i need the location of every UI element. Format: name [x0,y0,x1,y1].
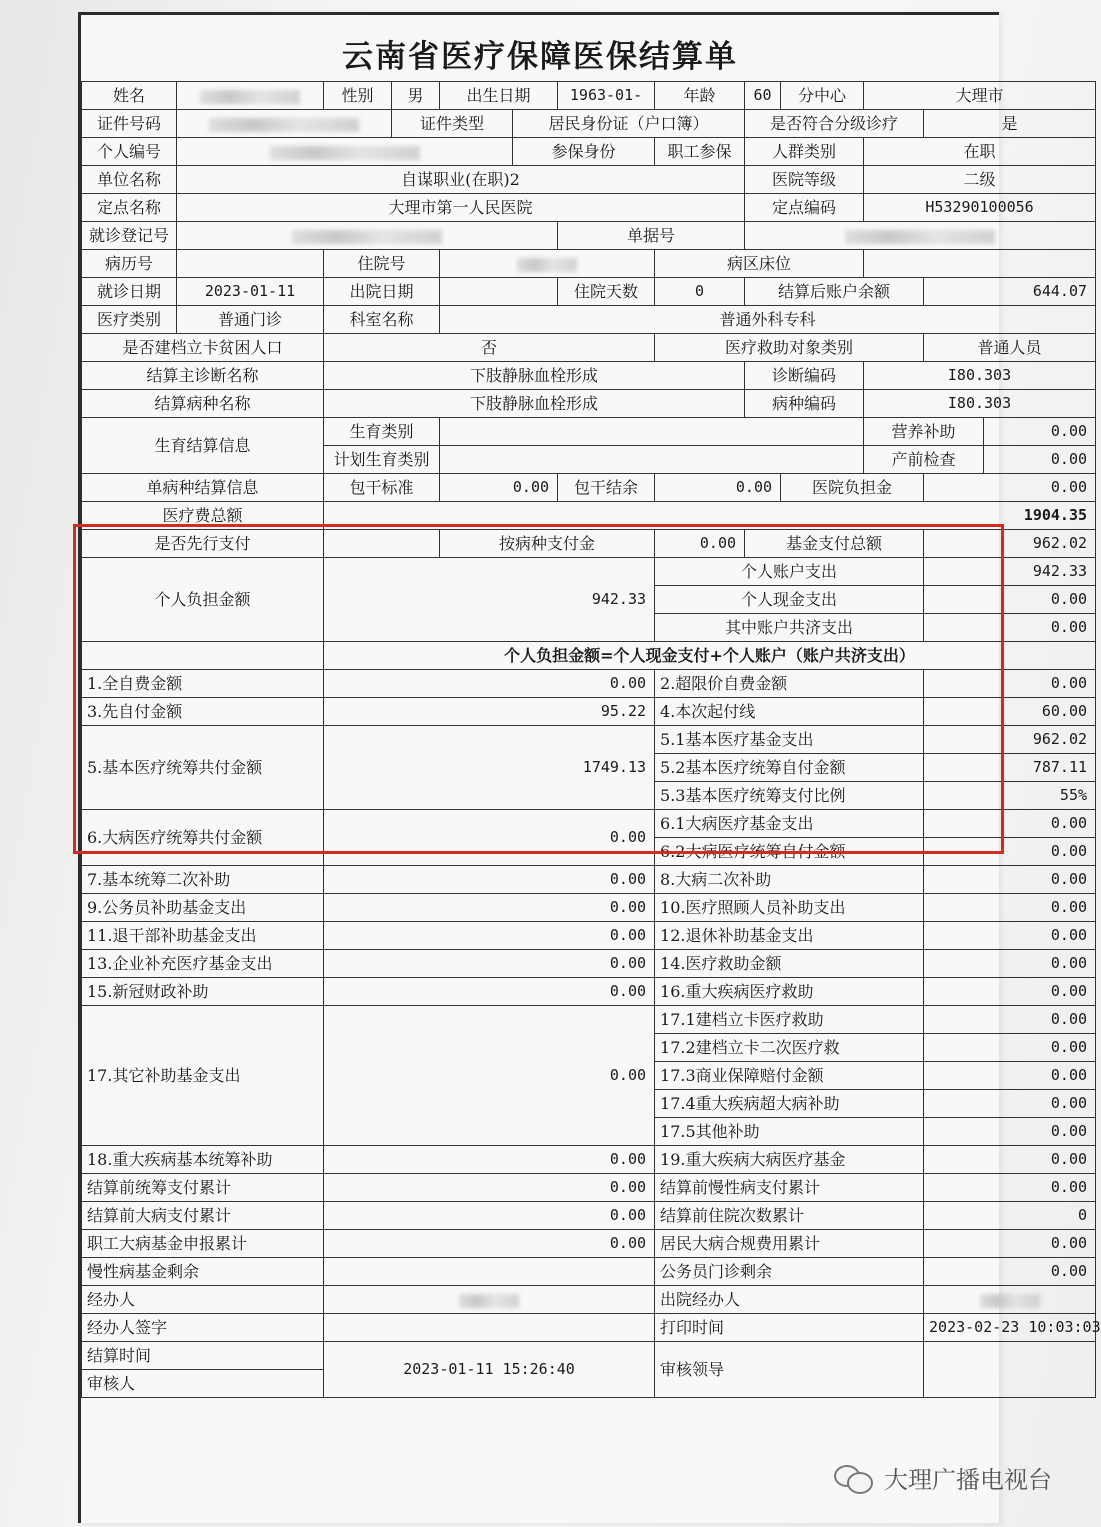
disease-value: 下肢静脉血栓形成 [324,390,745,418]
detail-row [82,866,1096,894]
birth-type-label: 生育类别 [324,418,440,446]
hospital-level-label: 医院等级 [745,166,864,194]
item-label: 结算前慢性病支付累计 [655,1174,924,1202]
detail-row [82,698,1096,726]
by-disease-value: 0.00 [655,530,745,558]
item-value: 0.00 [924,978,1096,1006]
basic-pool-label: 5.基本医疗统筹共付金额 [82,726,324,810]
insured-status-value: 职工参保 [655,138,745,166]
ward-bed-label: 病区床位 [655,250,864,278]
detail-row [82,1146,1096,1174]
detail-row [82,1230,1096,1258]
basic-pool-row [82,726,1096,754]
handler-sign-label: 经办人签字 [82,1314,324,1342]
disease-code-label: 病种编码 [745,390,864,418]
item-value: 0 [924,1202,1096,1230]
sub-item-value: 55% [924,782,1096,810]
item-value: 0.00 [324,1202,655,1230]
item-value: 0.00 [324,1174,655,1202]
detail-row [82,894,1096,922]
document-title: 云南省医疗保障医保结算单 [342,39,738,75]
id-type-value: 居民身份证（户口簿） [513,110,745,138]
discharge-handler-redacted [924,1286,1096,1314]
item-value: 0.00 [324,866,655,894]
plan-birth-label: 计划生育类别 [324,446,440,474]
serious-pool-value: 0.00 [324,810,655,866]
bill-no-redacted [745,222,1096,250]
aid-type-label: 医疗救助对象类别 [655,334,924,362]
discharge-handler-label: 出院经办人 [655,1286,924,1314]
name-label: 姓名 [82,82,177,110]
item-label: 2.超限价自费金额 [655,670,924,698]
detail-row [82,1174,1096,1202]
subcenter-value: 大理市 [864,82,1096,110]
sub-item-label: 17.2建档立卡二次医疗救 [655,1034,924,1062]
item-label: 9.公务员补助基金支出 [82,894,324,922]
aid-type-value: 普通人员 [924,334,1096,362]
prenatal-value: 0.00 [984,446,1096,474]
item-value: 0.00 [324,1146,655,1174]
birth-type-value [440,418,864,446]
item-label: 12.退休补助基金支出 [655,922,924,950]
id-no-label: 证件号码 [82,110,177,138]
hosp-burden-label: 医院负担金 [781,474,924,502]
visit-reg-redacted [177,222,558,250]
birth-label: 出生日期 [440,82,558,110]
item-value: 0.00 [324,950,655,978]
handler-label: 经办人 [82,1286,324,1314]
review-lead-value [924,1342,1096,1398]
sub-item-label: 5.2基本医疗统筹自付金额 [655,754,924,782]
crowd-value: 在职 [864,138,1096,166]
med-type-label: 医疗类别 [82,306,177,334]
main-diag-label: 结算主诊断名称 [82,362,324,390]
gender-label: 性别 [324,82,392,110]
item-value: 0.00 [924,670,1096,698]
personal-no-label: 个人编号 [82,138,177,166]
item-value: 0.00 [324,978,655,1006]
balance-value: 644.07 [924,278,1096,306]
wechat-icon [834,1461,874,1493]
subcenter-label: 分中心 [781,82,864,110]
personal-burden-label: 个人负担金额 [82,558,324,642]
fund-total-label: 基金支付总额 [745,530,924,558]
sub-item-value: 0.00 [924,810,1096,838]
tiered-label: 是否符合分级诊疗 [745,110,924,138]
fee-total-label: 医疗费总额 [82,502,324,530]
sub-item-value: 0.00 [924,1062,1096,1090]
fixed-code-label: 定点编码 [745,194,864,222]
watermark-text: 大理广播电视台 [884,1465,1052,1494]
detail-row [82,978,1096,1006]
main-diag-value: 下肢静脉血栓形成 [324,362,745,390]
id-no-redacted [177,110,392,138]
item-value: 0.00 [924,866,1096,894]
record-no-label: 病历号 [82,250,177,278]
sub-item-value: 0.00 [924,838,1096,866]
item-label: 4.本次起付线 [655,698,924,726]
package-rest-value: 0.00 [655,474,781,502]
handler-redacted [324,1286,655,1314]
item-label: 18.重大疾病基本统筹补助 [82,1146,324,1174]
detail-row [82,950,1096,978]
sub-item-label: 17.3商业保障赔付金额 [655,1062,924,1090]
id-type-label: 证件类型 [392,110,513,138]
footer-row [82,1286,1096,1314]
prepay-value [324,530,440,558]
item-label: 10.医疗照顾人员补助支出 [655,894,924,922]
med-type-value: 普通门诊 [177,306,324,334]
days-label: 住院天数 [558,278,655,306]
item-value: 0.00 [324,894,655,922]
personal-no-redacted [177,138,513,166]
item-label: 8.大病二次补助 [655,866,924,894]
crowd-label: 人群类别 [745,138,864,166]
inpatient-no-redacted [440,250,655,278]
ward-bed-value [864,250,1096,278]
birth-info-label: 生育结算信息 [82,418,324,474]
cash-pay-label: 个人现金支出 [655,586,924,614]
other-subsidy-label: 17.其它补助基金支出 [82,1006,324,1146]
item-label: 结算前大病支付累计 [82,1202,324,1230]
burden-formula: 个人负担金额=个人现金支付+个人账户（账户共济支出） [324,642,1096,670]
poverty-value: 否 [324,334,655,362]
gender-value: 男 [392,82,440,110]
watermark [834,1457,1052,1497]
hosp-burden-value: 0.00 [924,474,1096,502]
name-value-redacted [177,82,324,110]
sub-item-label: 17.5其他补助 [655,1118,924,1146]
balance-label: 结算后账户余额 [745,278,924,306]
plan-birth-value [440,446,864,474]
detail-row [82,670,1096,698]
age-value: 60 [745,82,781,110]
single-disease-label: 单病种结算信息 [82,474,324,502]
sub-item-value: 0.00 [924,1118,1096,1146]
print-time-value: 2023-02-23 10:03:03 [924,1314,1096,1342]
item-label: 结算前统筹支付累计 [82,1174,324,1202]
sub-item-label: 17.4重大疾病超大病补助 [655,1090,924,1118]
days-value: 0 [655,278,745,306]
hospital-level-value: 二级 [864,166,1096,194]
item-label: 13.企业补充医疗基金支出 [82,950,324,978]
serious-pool-row [82,810,1096,838]
inpatient-no-label: 住院号 [324,250,440,278]
insured-status-label: 参保身份 [513,138,655,166]
shared-pay-value: 0.00 [924,614,1096,642]
discharge-date-value [440,278,558,306]
review-lead-label: 审核领导 [655,1342,924,1398]
personal-burden-value: 942.33 [324,558,655,642]
sub-item-value: 962.02 [924,726,1096,754]
disease-code-value: I80.303 [864,390,1096,418]
handler-sign-value [324,1314,655,1342]
other-subsidy-row [82,1006,1096,1034]
sub-item-label: 6.2大病医疗统筹自付金额 [655,838,924,866]
item-value: 60.00 [924,698,1096,726]
nutrition-value: 0.00 [984,418,1096,446]
fee-total-value: 1904.35 [324,502,1096,530]
reviewer-label: 审核人 [82,1370,324,1398]
settlement-table [81,81,1101,1398]
sub-item-label: 5.1基本医疗基金支出 [655,726,924,754]
item-value: 0.00 [324,922,655,950]
sub-item-label: 17.1建档立卡医疗救助 [655,1006,924,1034]
by-disease-label: 按病种支付金 [440,530,655,558]
item-value: 0.00 [924,950,1096,978]
package-rest-label: 包干结余 [558,474,655,502]
sub-item-value: 0.00 [924,1090,1096,1118]
settle-time-label: 结算时间 [82,1342,324,1370]
visit-reg-label: 就诊登记号 [82,222,177,250]
unit-label: 单位名称 [82,166,177,194]
discharge-date-label: 出院日期 [324,278,440,306]
basic-pool-value: 1749.13 [324,726,655,810]
sub-item-label: 5.3基本医疗统筹支付比例 [655,782,924,810]
age-label: 年龄 [655,82,745,110]
item-value: 0.00 [324,1230,655,1258]
account-pay-label: 个人账户支出 [655,558,924,586]
item-label: 16.重大疾病医疗救助 [655,978,924,1006]
item-value: 0.00 [924,1258,1096,1286]
fixed-point-value: 大理市第一人民医院 [177,194,745,222]
diag-code-label: 诊断编码 [745,362,864,390]
print-time-label: 打印时间 [655,1314,924,1342]
sub-item-value: 0.00 [924,1034,1096,1062]
detail-rows [82,670,1101,1398]
settle-time-value: 2023-01-11 15:26:40 [324,1342,655,1398]
footer-row [82,1314,1096,1342]
footer-row [82,1342,1096,1370]
dept-label: 科室名称 [324,306,440,334]
package-std-value: 0.00 [440,474,558,502]
disease-label: 结算病种名称 [82,390,324,418]
visit-date-value: 2023-01-11 [177,278,324,306]
poverty-label: 是否建档立卡贫困人口 [82,334,324,362]
item-label: 结算前住院次数累计 [655,1202,924,1230]
item-value: 0.00 [924,922,1096,950]
item-label: 慢性病基金剩余 [82,1258,324,1286]
nutrition-label: 营养补助 [864,418,984,446]
item-label: 3.先自付金额 [82,698,324,726]
item-label: 19.重大疾病大病医疗基金 [655,1146,924,1174]
account-pay-value: 942.33 [924,558,1096,586]
cash-pay-value: 0.00 [924,586,1096,614]
visit-date-label: 就诊日期 [82,278,177,306]
item-value: 95.22 [324,698,655,726]
fixed-code-value: H53290100056 [864,194,1096,222]
detail-row [82,922,1096,950]
sub-item-value: 0.00 [924,1006,1096,1034]
prepay-label: 是否先行支付 [82,530,324,558]
item-value [324,1258,655,1286]
item-label: 15.新冠财政补助 [82,978,324,1006]
sub-item-label: 6.1大病医疗基金支出 [655,810,924,838]
settlement-sheet [78,12,1101,1523]
fixed-point-label: 定点名称 [82,194,177,222]
formula-spacer [82,642,324,670]
item-value: 0.00 [924,1230,1096,1258]
item-label: 1.全自费金额 [82,670,324,698]
item-label: 职工大病基金申报累计 [82,1230,324,1258]
tiered-value: 是 [924,110,1096,138]
item-value: 0.00 [324,670,655,698]
unit-value: 自谋职业(在职)2 [177,166,745,194]
record-no-value [177,250,324,278]
detail-row [82,1258,1096,1286]
dept-value: 普通外科专科 [440,306,1096,334]
shared-pay-label: 其中账户共济支出 [655,614,924,642]
item-label: 14.医疗救助金额 [655,950,924,978]
detail-row [82,1202,1096,1230]
other-subsidy-value: 0.00 [324,1006,655,1146]
diag-code-value: I80.303 [864,362,1096,390]
item-value: 0.00 [924,1146,1096,1174]
item-value: 0.00 [924,894,1096,922]
birth-value: 1963-01- [558,82,655,110]
item-label: 居民大病合规费用累计 [655,1230,924,1258]
item-value: 0.00 [924,1174,1096,1202]
serious-pool-label: 6.大病医疗统筹共付金额 [82,810,324,866]
sub-item-value: 787.11 [924,754,1096,782]
package-std-label: 包干标准 [324,474,440,502]
bill-no-label: 单据号 [558,222,745,250]
fund-total-value: 962.02 [924,530,1096,558]
item-label: 7.基本统筹二次补助 [82,866,324,894]
prenatal-label: 产前检查 [864,446,984,474]
item-label: 11.退干部补助基金支出 [82,922,324,950]
item-label: 公务员门诊剩余 [655,1258,924,1286]
